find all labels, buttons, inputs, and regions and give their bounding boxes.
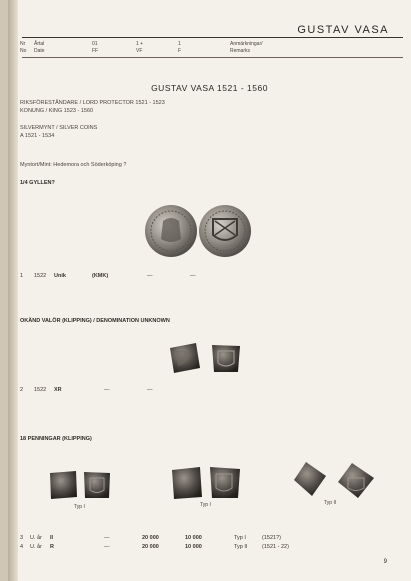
column-head-remarks: Anmärkningar/ Remarks xyxy=(230,41,263,54)
coinage-info: SILVERMYNT / SILVER COINS A 1521 - 1534 xyxy=(20,125,98,139)
coin-photo-typ-1b xyxy=(168,464,244,502)
mint-info: Myntort/Mint: Hedemora och Söderköping ? xyxy=(20,162,127,168)
column-head-number: Nr No xyxy=(20,41,27,54)
running-header-title: GUSTAV VASA xyxy=(297,24,389,36)
column-head-vf: 1 + VF xyxy=(136,41,144,54)
reign-info: RIKSFÖRESTÅNDARE / LORD PROTECTOR 1521 - 1523 KONUNG / KING 1523 - 1560 xyxy=(20,100,165,114)
catalog-page: GUSTAV VASA Nr No Årtal Date 01 FF 1 + VF 1 F Anmärkningar/ Remarks GUSTAV VASA 1521 - 1560 RIKSFÖRESTÅNDARE / LORD PROTECTOR 1521 - 1523 KONUNG / KING 1523 - 1560 SILVERMYNT / SILVER COINS A 1521 - 1534 Myntort/Mint: Hedemora och Söderköping ? 1/4 GYLLEN? 1 1522 Unik (KMK) — — OKÄND VALÖR (KLIPPING) / DENOMINATION UNKNOWN 2 1522 XR — — 18 PENNINGAR (KLIPPING) Typ I Typ I Typ II 3 U. år II — 20 000 10 000 Typ I (1521?) 4 U. år R — 20 000 10 000 Typ II (1521 - 22) 9 xyxy=(8,0,411,581)
column-head-ff: 01 FF xyxy=(92,41,99,54)
coin-type-label: Typ I xyxy=(200,502,211,508)
section-heading-quarter-gyllen: 1/4 GYLLEN? xyxy=(20,180,55,186)
header-rule xyxy=(22,37,403,38)
column-head-rule xyxy=(22,57,403,58)
page-number: 9 xyxy=(383,559,387,565)
coin-type-label: Typ I xyxy=(74,504,85,510)
page-title: GUSTAV VASA 1521 - 1560 xyxy=(151,83,268,93)
section-heading-18-penningar: 18 PENNINGAR (KLIPPING) xyxy=(20,436,92,442)
coin-type-label: Typ II xyxy=(324,500,337,506)
coin-photo-typ-1a xyxy=(46,468,116,502)
coin-photo-klipping xyxy=(164,340,246,376)
coin-photo-typ-2 xyxy=(292,460,378,500)
column-head-f: 1 F xyxy=(178,41,182,54)
column-head-date: Årtal Date xyxy=(34,41,45,54)
section-heading-unknown-denomination: OKÄND VALÖR (KLIPPING) / DENOMINATION UNKNOWN xyxy=(20,318,170,324)
coin-photo-quarter-gyllen xyxy=(143,203,253,259)
